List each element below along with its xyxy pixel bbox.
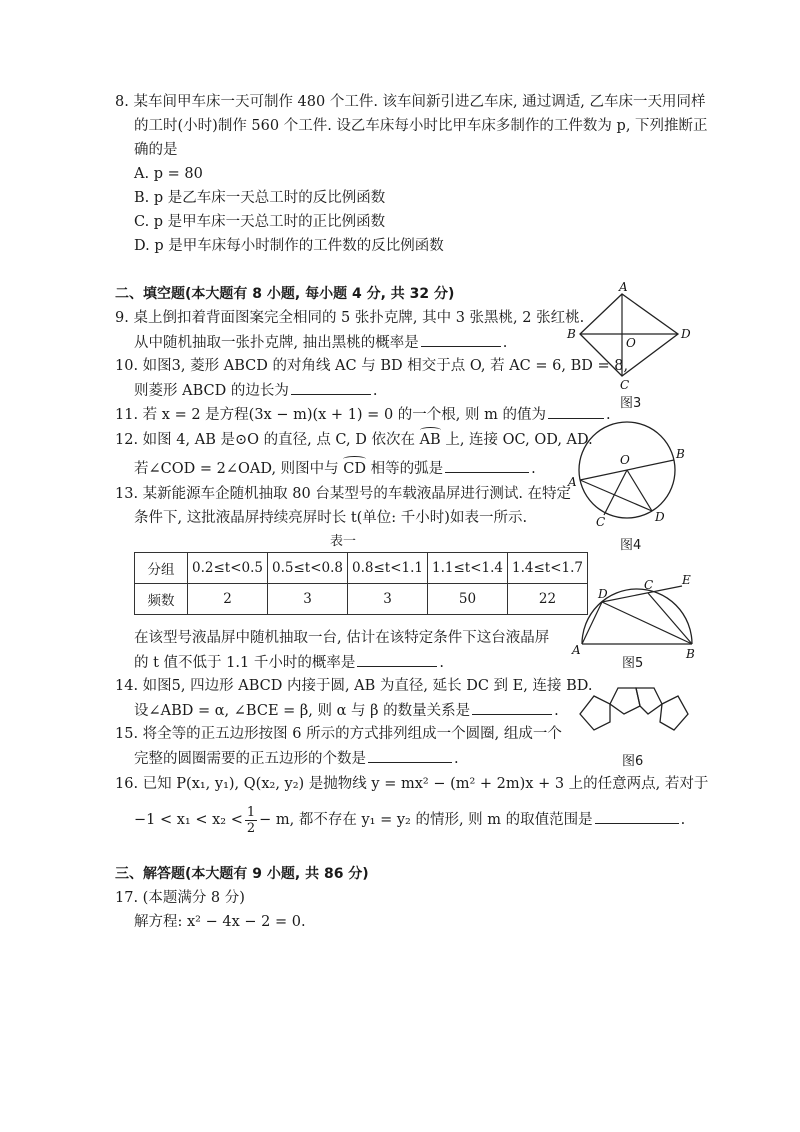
label-b: B [676, 447, 685, 461]
q10-line1: 10. 如图3, 菱形 ABCD 的对角线 AC 与 BD 相交于点 O, 若 AC = 6, BD = 8, [115, 358, 629, 374]
q13-line2: 条件下, 这批液晶屏持续亮屏时长 t(单位: 千小时)如表一所示. [134, 510, 528, 526]
label-d: D [598, 587, 608, 601]
answer-blank[interactable] [291, 380, 371, 395]
table-caption: 表一 [330, 534, 357, 549]
label-a: A [572, 643, 581, 657]
label-c: C [596, 515, 606, 528]
q15-line2: 完整的圆圈需要的正五边形的个数是 . [134, 748, 459, 769]
table-cell: 3 [268, 584, 348, 615]
table-cell: 1.4≤t<1.7 [508, 553, 588, 584]
label-o: O [620, 453, 630, 467]
arc-cd: CD [343, 461, 367, 477]
q8-option-c: C. p 是甲车床一天总工时的正比例函数 [134, 214, 386, 230]
q8-line1: 8. 某车间甲车床一天可制作 480 个工件. 该车间新引进乙车床, 通过调适, 乙车床一天用同样 [115, 94, 706, 110]
table-cell: 0.5≤t<0.8 [268, 553, 348, 584]
q14-line1: 14. 如图5, 四边形 ABCD 内接于圆, AB 为直径, 延长 DC 到 E, 连接 BD. [115, 678, 593, 694]
section3-title: 三、解答题(本大题有 9 小题, 共 86 分) [115, 866, 369, 882]
table-cell: 频数 [135, 584, 188, 615]
q14-line2: 设∠ABD = α, ∠BCE = β, 则 α 与 β 的数量关系是 . [134, 700, 559, 721]
pentagon [580, 696, 610, 730]
q16-line1: 16. 已知 P(x₁, y₁), Q(x₂, y₂) 是抛物线 y = mx² − (m² + 2m)x + 3 上的任意两点, 若对于 [115, 776, 709, 792]
fraction-one-half: $\frac{1}{2}$ [246, 804, 256, 836]
table-cell: 50 [428, 584, 508, 615]
q15-line1: 15. 将全等的正五边形按图 6 所示的方式排列组成一个圆圈, 组成一个 [115, 726, 562, 742]
q13-line1: 13. 某新能源车企随机抽取 80 台某型号的车载液晶屏进行测试. 在特定 [115, 486, 572, 502]
table-cell: 22 [508, 584, 588, 615]
q16-line2: −1 < x₁ < x₂ < $\frac{1}{2}$ − m, 都不存在 y₁ = y₂ 的情形, 则 m 的取值范围是 . [134, 804, 686, 836]
figure-5-caption: 图5 [622, 656, 644, 671]
figure-4-circle [566, 416, 690, 528]
figure-6-pentagons [572, 680, 692, 748]
figure-3-caption: 图3 [620, 396, 642, 411]
label-e: E [682, 574, 691, 587]
q11-line1: 11. 若 x = 2 是方程(3x − m)(x + 1) = 0 的一个根, 则 m 的值为 . [115, 404, 611, 425]
frequency-table [134, 552, 588, 615]
answer-blank[interactable] [445, 458, 529, 473]
table-cell: 1.1≤t<1.4 [428, 553, 508, 584]
q8-option-b: B. p 是乙车床一天总工时的反比例函数 [134, 190, 386, 206]
table-cell: 分组 [135, 553, 188, 584]
pentagon [610, 688, 640, 714]
answer-blank[interactable] [368, 748, 452, 763]
q12-line2: 若∠COD = 2∠OAD, 则图中与 CD 相等的弧是 . [134, 458, 536, 479]
pentagon [636, 688, 662, 714]
pentagon [660, 696, 688, 730]
q9-line1: 9. 桌上倒扣着背面图案完全相同的 5 张扑克牌, 其中 3 张黑桃, 2 张红桃. [115, 310, 585, 326]
table-cell: 2 [188, 584, 268, 615]
table-cell: 0.8≤t<1.1 [348, 553, 428, 584]
q8-option-a: A. p = 80 [134, 166, 203, 182]
label-d: D [655, 510, 665, 524]
answer-blank[interactable] [472, 700, 552, 715]
q8-line3: 确的是 [134, 142, 178, 158]
q17-line1: 17. (本题满分 8 分) [115, 890, 245, 906]
q17-line2: 解方程: x² − 4x − 2 = 0. [134, 914, 306, 930]
label-c: C [644, 578, 654, 592]
q12-line1: 12. 如图 4, AB 是⊙O 的直径, 点 C, D 依次在 AB 上, 连接 OC, OD, AD. [115, 432, 593, 448]
q13-line3: 在该型号液晶屏中随机抽取一台, 估计在该特定条件下这台液晶屏 [134, 630, 550, 646]
label-a: A [619, 282, 628, 294]
table-row-frequency [135, 584, 588, 615]
figure-3-rhombus [562, 282, 692, 392]
table-row-groups [135, 553, 588, 584]
label-d: D [681, 327, 691, 341]
answer-blank[interactable] [421, 332, 501, 347]
label-o: O [626, 336, 636, 350]
answer-blank[interactable] [595, 809, 679, 824]
label-a: A [568, 475, 577, 489]
arc-ab: AB [419, 432, 441, 448]
q8-option-d: D. p 是甲车床每小时制作的工件数的反比例函数 [134, 238, 444, 254]
label-c: C [620, 378, 630, 392]
label-b: B [567, 327, 576, 341]
figure-5-semicircle [568, 574, 700, 660]
figure-4-caption: 图4 [620, 538, 642, 553]
answer-blank[interactable] [357, 652, 437, 667]
q9-line2: 从中随机抽取一张扑克牌, 抽出黑桃的概率是 . [134, 332, 507, 353]
q10-line2: 则菱形 ABCD 的边长为 . [134, 380, 377, 401]
q8-line2: 的工时(小时)制作 560 个工件. 设乙车床每小时比甲车床多制作的工件数为 p, 下列推断正 [134, 118, 708, 134]
table-cell: 0.2≤t<0.5 [188, 553, 268, 584]
table-cell: 3 [348, 584, 428, 615]
figure-6-caption: 图6 [622, 754, 644, 769]
label-b: B [686, 647, 695, 660]
q13-line4: 的 t 值不低于 1.1 千小时的概率是 . [134, 652, 444, 673]
section2-title: 二、填空题(本大题有 8 小题, 每小题 4 分, 共 32 分) [115, 286, 455, 302]
